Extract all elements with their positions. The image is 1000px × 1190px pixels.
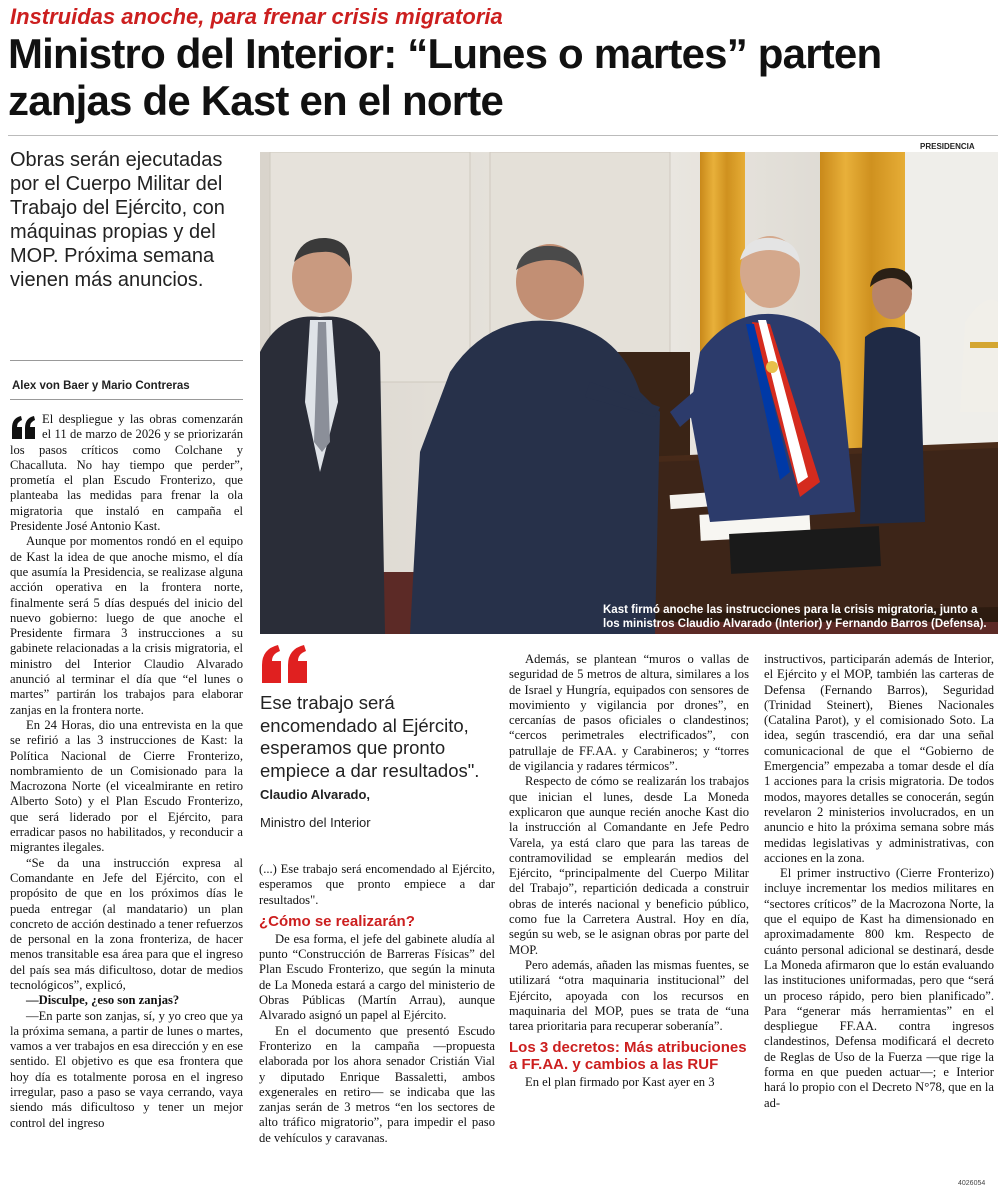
body-column-4 [764, 652, 994, 1186]
body-paragraph: —Disculpe, ¿eso son zanjas? [26, 993, 180, 1008]
body-column-1 [10, 412, 243, 1186]
photo-credit: PRESIDENCIA [920, 142, 975, 151]
article-kicker: Instruidas anoche, para frenar crisis migratoria [10, 4, 503, 29]
pullquote-speaker: Claudio Alvarado, [260, 787, 371, 802]
body-paragraph: El despliegue y las obras comenzarán el 11 de marzo de 2026 y se priorizarán los pasos críticos como Colchane y Chacalluta. No hay tiempo que perder”, prometía el plan Escudo Fronterizo, que planteaba las medidas para frenar la ola migratoria que instaló en campaña el Presidente José Antonio Kast. [10, 412, 243, 534]
pullquote-text: Ese trabajo será encomendado al Ejército, esperamos que pronto empiece a dar resultados". [260, 692, 480, 781]
article-byline: Alex von Baer y Mario Contreras [12, 380, 190, 392]
body-paragraph: “Se da una instrucción expresa al Comandante en Jefe del Ejército, con el propósito de que en los próximos días le pueda entregar (al mandatario) un plan concreto de acción destinado a tener refuerzos de personal en la zona fronteriza, de hacer menos transitable esa área para que el ingreso del país sea más dificultoso, dotar de medios tecnológicos”, explicó, [10, 855, 243, 992]
photo-scene [260, 152, 998, 634]
page-code: 4026054 [958, 1180, 986, 1187]
headline-divider [8, 135, 998, 136]
body-paragraph: De esa forma, el jefe del gabinete aludía al punto “Construcción de Barreras Físicas” del Plan Escudo Fronterizo, que según la minuta de La Moneda estará a cargo del ministerio de Obras Públicas (Martín Arrau), aunque Alvarado asignó un papel al Ejército. [259, 931, 495, 1023]
body-paragraph: En el documento que presentó Escudo Fronterizo en la campaña —propuesta elaborada por los ahora senador Cristián Vial y diputado Enrique Bassaletti, ambos exgenerales en retiro— se indicaba que las zanjas serán de 3 metros “en los sectores de alto tráfico migratorio”, para impedir el paso de vehículos y caravanas. [259, 1023, 495, 1145]
body-paragraph: Aunque por momentos rondó en el equipo de Kast la idea de que anoche mismo, el día que asumía la Presidencia, se realizase alguna acción operativa en la frontera norte, finalmente será 5 días después del inicio del nuevo gobierno: luego de que anoche el Presidente firmara 3 instrucciones a su gabinete relacionadas a la crisis migratoria, el ministro del Interior Claudio Alvarado anunció al terminar el día que “el lunes o martes” partirán los trabajos para elaborar zanjas en la frontera norte. [10, 534, 243, 717]
pullquote [260, 692, 500, 807]
photo-caption: Kast firmó anoche las instrucciones para la crisis migratoria, junto a los ministros Claudio Alvarado (Interior) y Fernando Barros (Defensa). [603, 604, 987, 630]
body-paragraph: Además, se plantean “muros o vallas de seguridad de 5 metros de altura, similares a los de Israel y Hungría, equipados con sensores de movimiento y vigilancia por drones”, en cercanías de pasos oficiales o clandestinos; “cercos perimetrales electrificados”, con patrullaje de FF.AA. y Carabineros; y “torres de vigilancia y radares térmicos”. [509, 652, 749, 774]
body-paragraph: instructivos, participarán además de Interior, el Ejército y el MOP, también las carteras de Defensa (Fernando Barros), Seguridad (Trinidad Steinert), Bienes Nacionales (Catalina Parot), y el comisionado Soto. La idea, según trascendió, era dar una señal comunicacional de que el “Gobierno de Emergencia” empezaba a tomar desde el día 1 acciones para la crisis migratoria. De todos modos, mayores detalles se conocerán, según revelaron 2 ministerios involucrados, en un anuncio e hito la próxima semana sobre más medidas legislativas y administrativas, con acciones en la zona. [764, 652, 994, 865]
quote-mark-icon [10, 413, 38, 441]
section-heading: Los 3 decretos: Más atribuciones a FF.AA. y cambios a las RUF [509, 1039, 747, 1074]
body-paragraph: El primer instructivo (Cierre Fronterizo) incluye incrementar los medios militares en “sectores críticos” de la Macrozona Norte, la que el equipo de Kast ha dimensionado en aproximadamente 800 km. Respecto de cuánto personal adicional se destinará, desde La Moneda afirmaron que lo están evaluando las instituciones uniformadas, pero que “será un proceso rápido, pero bien planificado”. Para “generar más herramientas” en el despliegue FF.AA. contra ingresos clandestinos, Defensa modificará el decreto de Reglas de Uso de la Fuerza —que rige la forma en que pueden actuar—; e Interior hará lo propio con el Decreto N°78, que en la ad- [764, 866, 994, 1110]
body-paragraph: En el plan firmado por Kast ayer en 3 [525, 1075, 715, 1090]
body-paragraph: En 24 Horas, dio una entrevista en la que se refirió a las 3 instrucciones de Kast: la Política Nacional de Cierre Fronterizo, nombramiento de un Comisionado para la Macrozona Norte (el vicealmirante en retiro Alberto Soto) y el Plan Escudo Fronterizo, que será liderado por el Ejército, para erradicar pasos no habilitados, y reconducir a migrantes ilegales. [10, 717, 243, 855]
article-photo [260, 152, 998, 634]
deck-divider [10, 360, 243, 361]
byline-divider [10, 399, 243, 400]
pullquote-role: Ministro del Interior [260, 815, 371, 830]
article-headline: Ministro del Interior: “Lunes o martes” parten zanjas de Kast en el norte [8, 30, 882, 124]
body-column-3 [509, 652, 749, 1186]
pullquote-mark-icon [260, 643, 314, 683]
body-paragraph: —En parte son zanjas, sí, y yo creo que ya la próxima semana, a partir de lunes o martes, vamos a ver trabajos en esa dirección y en ese sentido. El objetivo es que esa frontera que hoy día es totalmente porosa en el ingreso irregular, paso a paso se vaya cerrando, vaya siendo más dificultoso y tener un mejor control del ingreso [10, 1008, 243, 1130]
body-column-2 [259, 862, 495, 1186]
body-paragraph: (...) Ese trabajo será encomendado al Ejército, esperamos que pronto empiece a dar resultados". [259, 862, 495, 907]
section-heading: ¿Cómo se realizarán? [259, 912, 415, 930]
body-paragraph: Pero además, añaden las mismas fuentes, se utilizará “otra maquinaria institucional” del Ejército, apoyada con los recursos en maquinaria del MOP, pues se trata de “una tarea prioritaria para recuperar soberanía”. [509, 957, 749, 1034]
body-paragraph: Respecto de cómo se realizarán los trabajos que inician el lunes, desde La Moneda explicaron que aunque recién anoche Kast dio la instrucción al Comandante en Jefe Pedro Varela, ya está claro que para las tareas de contramovilidad se emplearán medios del Ejército, “principalmente del Cuerpo Militar del Trabajo”, repartición dedicada a construir obras de interés nacional y beneficio público, como fue la Carretera Austral. Hoy en día, según su web, se le asignan obras por parte del MOP. [509, 774, 749, 957]
article-deck: Obras serán ejecutadas por el Cuerpo Militar del Trabajo del Ejército, con máquinas propias y del MOP. Próxima semana vienen más anuncios. [10, 149, 225, 291]
